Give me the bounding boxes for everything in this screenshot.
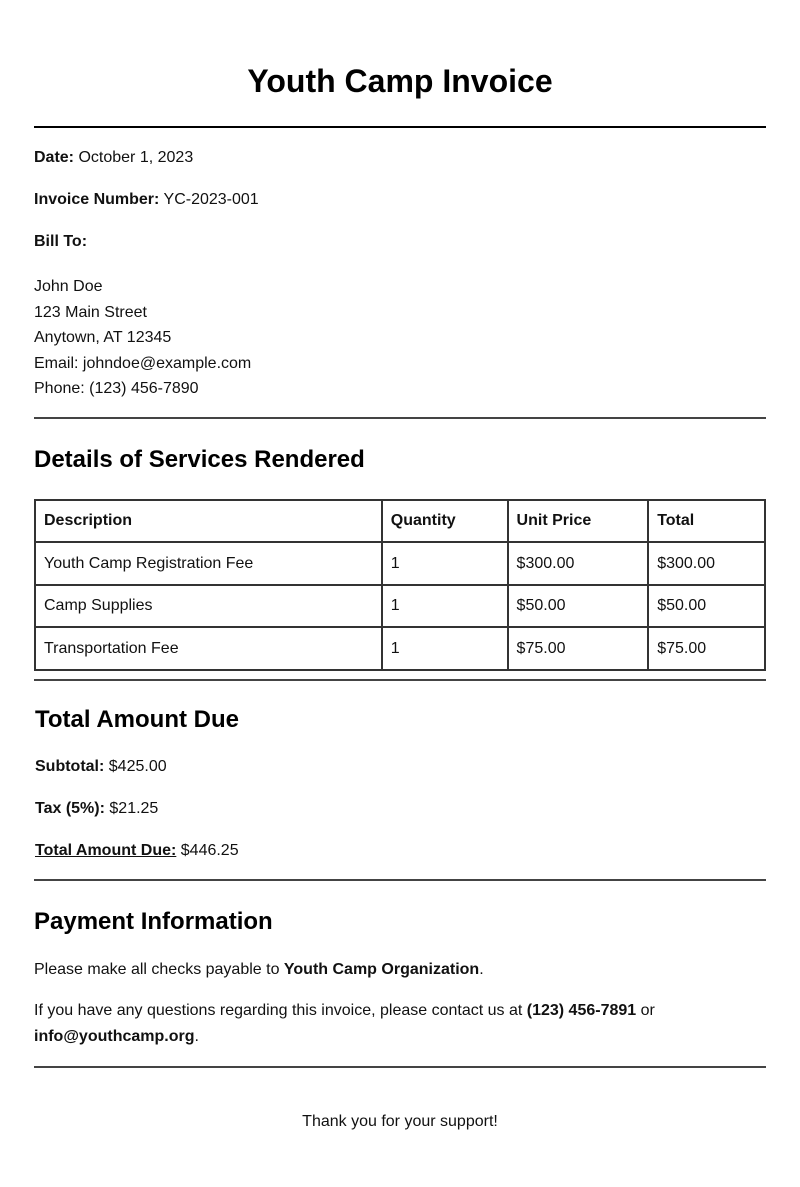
subtotal-value: $425.00	[108, 757, 167, 775]
bill-to-name: John Doe	[34, 278, 103, 295]
tax-value: $21.25	[109, 799, 159, 817]
cell-quantity: 1	[382, 542, 508, 585]
services-table	[34, 499, 766, 671]
invoice-meta	[34, 148, 766, 252]
services-heading: Details of Services Rendered	[34, 445, 365, 473]
divider	[34, 1066, 766, 1068]
payable-to-text	[34, 957, 766, 983]
cell-total: $50.00	[648, 585, 765, 628]
bill-to-line	[34, 232, 766, 252]
tax-line	[34, 799, 766, 819]
column-header-total: Total	[648, 500, 765, 543]
cell-description: Youth Camp Registration Fee	[35, 542, 382, 585]
column-header-description: Description	[35, 500, 382, 543]
bill-to-city: Anytown, AT 12345	[34, 329, 172, 347]
tax-label: Tax (5%):	[35, 799, 105, 817]
page-title: Youth Camp Invoice	[34, 0, 766, 128]
contact-email: info@youthcamp.org	[34, 1027, 195, 1045]
table-row	[35, 627, 765, 670]
cell-unit-price: $300.00	[508, 542, 649, 585]
cell-total: $75.00	[648, 627, 765, 670]
cell-quantity: 1	[382, 627, 508, 670]
divider	[34, 679, 766, 681]
payable-to-suffix: .	[479, 960, 484, 978]
table-row	[35, 542, 765, 585]
total-due-value: $446.25	[180, 841, 239, 859]
date-line	[34, 148, 766, 168]
bill-to-label: Bill To:	[34, 233, 88, 250]
cell-unit-price: $50.00	[508, 585, 649, 628]
payment-heading: Payment Information	[34, 907, 273, 935]
bill-to-email: Email: johndoe@example.com	[34, 354, 252, 372]
payable-to-prefix: Please make all checks payable to	[34, 960, 284, 978]
payment-section	[34, 907, 766, 1050]
bill-to-phone: Phone: (123) 456-7890	[34, 380, 199, 398]
totals-section	[34, 705, 766, 861]
table-row	[35, 585, 765, 628]
contact-text	[34, 998, 766, 1050]
contact-suffix: .	[194, 1027, 199, 1045]
divider	[34, 879, 766, 881]
cell-unit-price: $75.00	[508, 627, 649, 670]
column-header-quantity: Quantity	[382, 500, 508, 543]
total-due-label: Total Amount Due:	[35, 841, 177, 859]
payee-organization: Youth Camp Organization	[283, 960, 480, 978]
date-value: October 1, 2023	[78, 149, 194, 166]
total-due-line	[34, 841, 766, 861]
contact-phone: (123) 456-7891	[526, 1001, 637, 1019]
bill-to-address	[34, 274, 766, 402]
contact-prefix: If you have any questions regarding this invoice, please contact us at	[34, 1001, 527, 1019]
cell-description: Camp Supplies	[35, 585, 382, 628]
invoice-number-label: Invoice Number:	[34, 191, 160, 208]
contact-mid: or	[636, 1001, 655, 1019]
totals-heading: Total Amount Due	[35, 705, 239, 733]
thank-you-message: Thank you for your support!	[302, 1112, 498, 1130]
column-header-unit-price: Unit Price	[508, 500, 649, 543]
bill-to-street: 123 Main Street	[34, 303, 147, 321]
divider	[34, 417, 766, 419]
invoice-number-value: YC-2023-001	[163, 191, 259, 208]
invoice-number-line	[34, 190, 766, 210]
cell-quantity: 1	[382, 585, 508, 628]
subtotal-line	[34, 757, 766, 777]
table-header-row	[35, 500, 765, 543]
cell-total: $300.00	[648, 542, 765, 585]
cell-description: Transportation Fee	[35, 627, 382, 670]
date-label: Date:	[34, 149, 75, 166]
subtotal-label: Subtotal:	[35, 757, 105, 775]
